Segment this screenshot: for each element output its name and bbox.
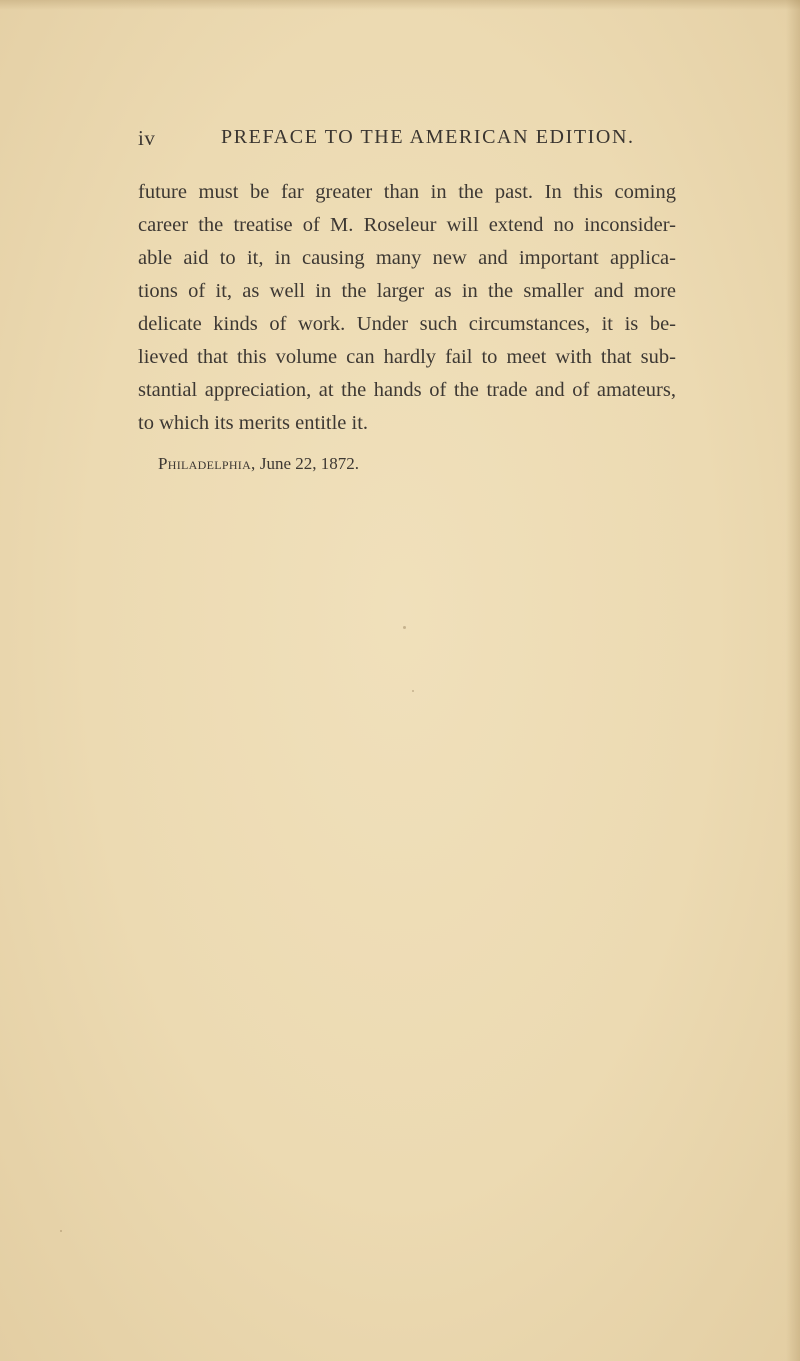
paper-speck [403,626,406,629]
body-line: delicate kinds of work. Under such circumstances, it is be- [138,313,676,335]
body-line: tions of it, as well in the larger as in the smaller and more [138,280,676,302]
body-line: to which its merits entitle it. [138,412,369,434]
page-header [0,126,800,156]
body-line: career the treatise of M. Roseleur will extend no inconsider- [138,214,676,236]
body-paragraph [138,176,676,440]
signoff-date: June 22, 1872. [259,454,360,473]
page-number: iv [138,126,156,150]
body-line: able aid to it, in causing many new and important applica- [138,247,676,269]
signoff [158,454,359,474]
body-line: lieved that this volume can hardly fail to meet with that sub- [138,346,676,368]
page-right-shadow [786,0,800,1361]
body-line: future must be far greater than in the past. In this coming [138,181,676,203]
body-line: stantial appreciation, at the hands of the trade and of amateurs, [138,379,676,401]
paper-speck [412,690,414,692]
signoff-place: Philadelphia, [158,454,256,473]
paper-speck [60,1230,62,1232]
running-head: PREFACE TO THE AMERICAN EDITION. [221,126,635,148]
page-top-shadow [0,0,800,10]
